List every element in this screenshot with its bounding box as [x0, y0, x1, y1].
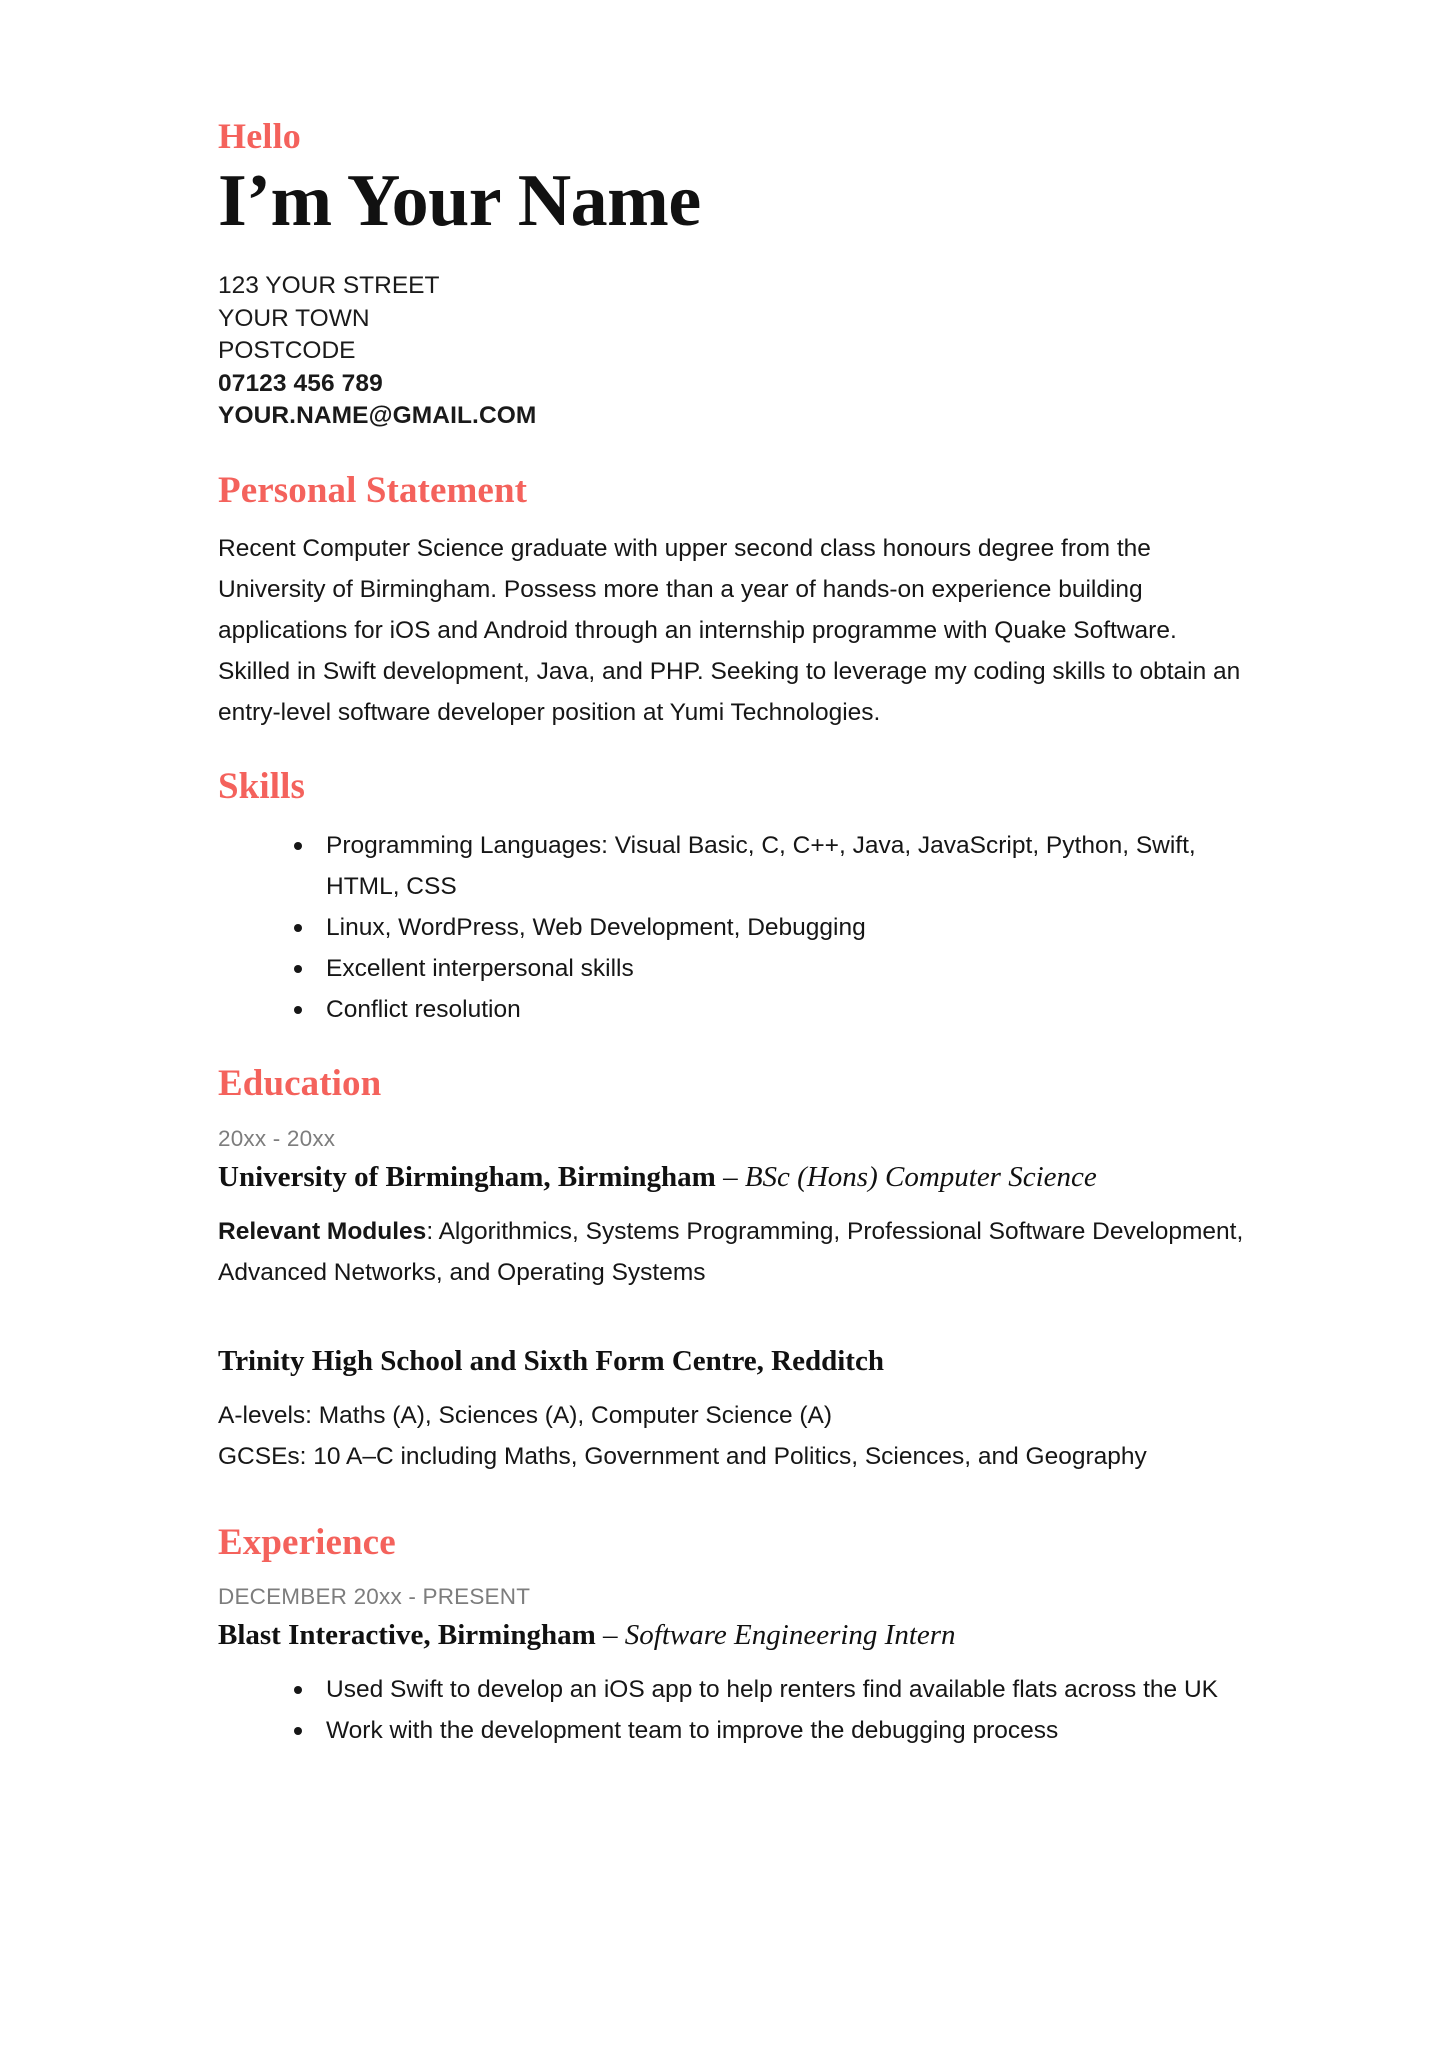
contact-phone[interactable]: 07123 456 789: [218, 369, 383, 397]
experience-bullet-list: [218, 1669, 1245, 1751]
greeting-text: Hello: [218, 116, 301, 156]
list-item: Programming Languages: Visual Basic, C, C++, Java, JavaScript, Python, Swift, HTML, CSS: [294, 825, 1245, 907]
section-experience: [218, 1523, 1245, 1752]
experience-entry: [218, 1580, 1245, 1751]
education-entry-qualification: BSc (Hons) Computer Science: [744, 1160, 1097, 1193]
education-entry-title: [218, 1341, 1245, 1381]
education-entry-detail: [218, 1211, 1245, 1293]
experience-entry-organisation: Blast Interactive, Birmingham: [218, 1619, 596, 1652]
education-entry-alevels: A-levels: Maths (A), Sciences (A), Computer Science (A): [218, 1401, 833, 1429]
education-entry-gcses: GCSEs: 10 A–C including Maths, Government and Politics, Sciences, and Geography: [218, 1442, 1147, 1470]
entry-spacer: [218, 1297, 1245, 1341]
experience-entry-role: Software Engineering Intern: [624, 1619, 956, 1652]
education-detail-lead: Relevant Modules: [218, 1217, 427, 1245]
education-entry: [218, 1122, 1245, 1293]
page-title: I’m Your Name: [218, 159, 701, 242]
experience-entry-date: DECEMBER 20xx - PRESENT: [218, 1584, 531, 1610]
education-entry-separator: –: [715, 1160, 745, 1193]
contact-street: 123 YOUR STREET: [218, 272, 440, 300]
list-item: Linux, WordPress, Web Development, Debugging: [294, 907, 1245, 948]
education-entry-organisation: Trinity High School and Sixth Form Centre, Redditch: [218, 1344, 884, 1377]
section-heading-experience: Experience: [218, 1521, 396, 1563]
education-entry-date: 20xx - 20xx: [218, 1125, 336, 1151]
list-item: Used Swift to develop an iOS app to help renters find available flats across the UK: [294, 1669, 1245, 1710]
personal-statement-body: Recent Computer Science graduate with upper second class honours degree from the University of Birmingham. Possess more than a year of hands-on experience building applications for iOS and Android through an internship programme with Quake Software. Skilled in Swift development, Java, and PHP. Seeking to leverage my coding skills to obtain an entry-level software developer position at Yumi Technologies.: [218, 535, 1241, 727]
experience-entry-separator: –: [595, 1619, 625, 1652]
list-item: Work with the development team to improve the debugging process: [294, 1710, 1245, 1751]
contact-email[interactable]: YOUR.NAME@GMAIL.COM: [218, 402, 537, 430]
section-education: [218, 1064, 1245, 1477]
section-personal-statement: [218, 471, 1245, 734]
contact-town: YOUR TOWN: [218, 304, 370, 332]
experience-entry-title: [218, 1615, 1245, 1655]
list-item: Conflict resolution: [294, 989, 1245, 1030]
section-heading-education: Education: [218, 1063, 382, 1105]
education-entry-organisation: University of Birmingham, Birmingham: [218, 1160, 716, 1193]
resume-header: [218, 118, 1245, 433]
education-detail-rest: : Algorithmics, Systems Programming, Professional Software Development, Advanced Networks, and Operating Systems: [218, 1217, 1244, 1286]
section-heading-personal-statement: Personal Statement: [218, 469, 528, 511]
section-skills: [218, 767, 1245, 1030]
skills-list: [218, 825, 1245, 1030]
section-spacer: [218, 1511, 1245, 1523]
section-heading-skills: Skills: [218, 766, 305, 808]
list-item: Excellent interpersonal skills: [294, 948, 1245, 989]
education-entry: [218, 1341, 1245, 1477]
contact-block: [218, 270, 1245, 433]
education-entry-title: [218, 1157, 1245, 1197]
contact-postcode: POSTCODE: [218, 337, 356, 365]
